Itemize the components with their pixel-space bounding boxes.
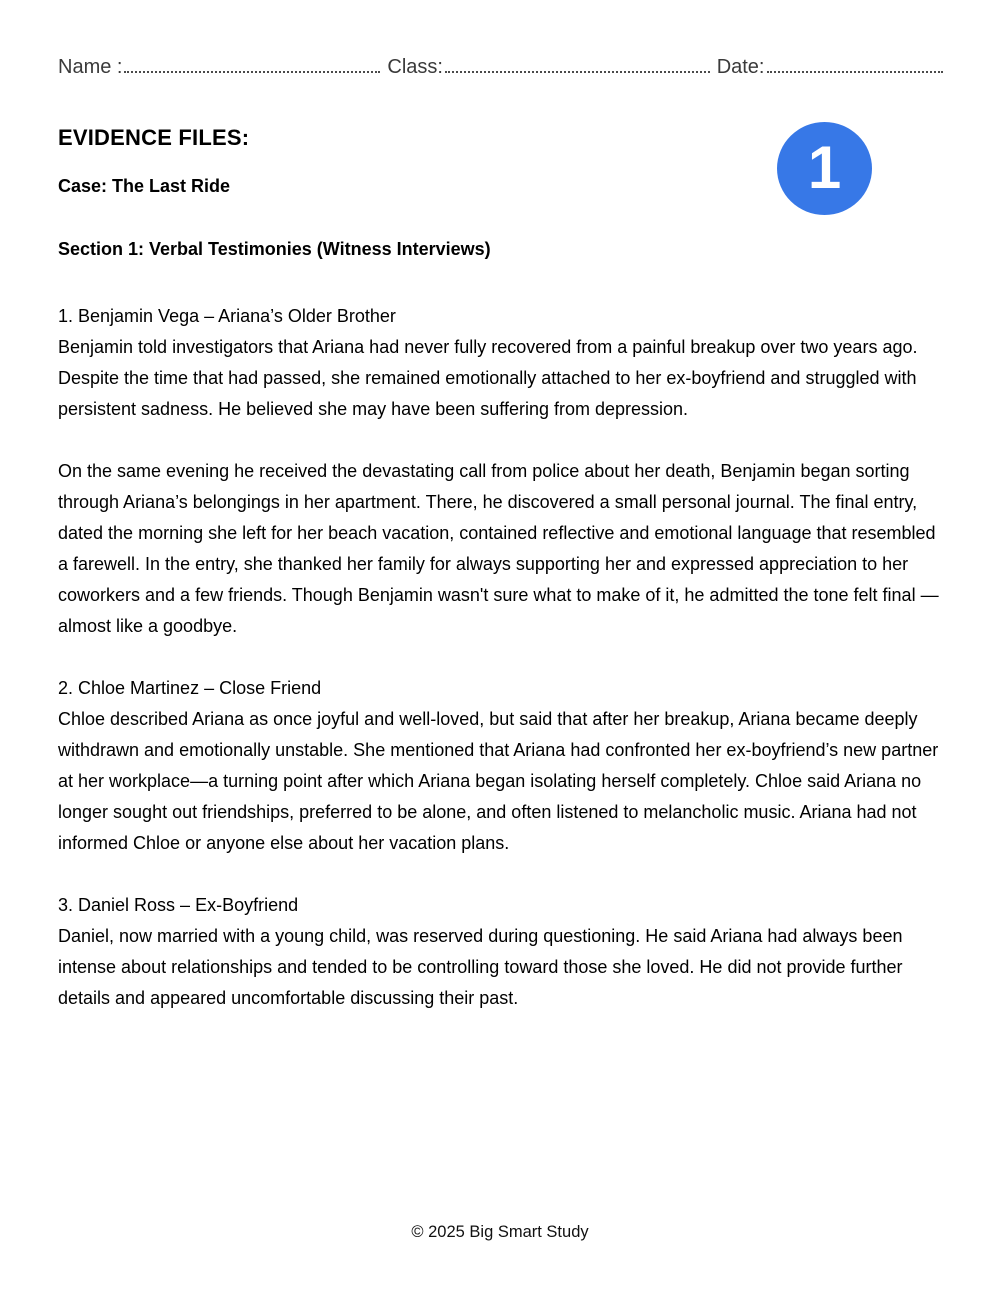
case-title: Case: The Last Ride [58,176,231,196]
testimony-heading: 3. Daniel Ross – Ex-Boyfriend [58,895,299,915]
testimony-paragraph: On the same evening he received the devastating call from police about her death, Benjamin began sorting through Ariana’s belongings in her apartment. There, he discovered a small personal journal. The final entry, dated the morning she left for her beach vacation, contained reflective and emotional language that resembled a farewell. In the entry, she thanked her family for always supporting her and expressed appreciation to her coworkers and a few friends. Though Benjamin wasn't sure what to make of it, he admitted the tone felt final —almost like a goodbye. [58,461,939,636]
class-fill-line [445,70,710,73]
date-fill-line [767,70,943,73]
testimony-paragraph: Benjamin told investigators that Ariana had never fully recovered from a painful breakup over two years ago. Despite the time that had passed, she remained emotionally attached to her ex-boyfriend and struggled with persistent sadness. He believed she may have been suffering from depression. [58,337,918,419]
copyright-footer: © 2025 Big Smart Study [411,1223,589,1241]
testimony-daniel-ross [58,890,943,1014]
name-fill-line [124,70,380,73]
section-heading: Section 1: Verbal Testimonies (Witness Interviews) [58,239,491,259]
date-label: Date: [716,56,765,78]
testimonies-content [58,301,943,1014]
title-block [58,125,943,201]
testimony-chloe-martinez [58,673,943,859]
testimony-benjamin-vega [58,301,943,642]
testimony-heading: 2. Chloe Martinez – Close Friend [58,678,322,698]
testimony-paragraph: Daniel, now married with a young child, was reserved during questioning. He said Ariana had always been intense about relationships and tended to be controlling toward those she loved. He did not provide further details and appeared uncomfortable discussing their past. [58,926,903,1008]
page-number-badge: 1 [777,122,872,215]
student-info-line [58,56,943,79]
document-title: EVIDENCE FILES: [58,125,250,150]
testimony-heading: 1. Benjamin Vega – Ariana’s Older Brother [58,306,396,326]
name-label: Name : [58,56,123,78]
class-label: Class: [387,56,443,78]
testimony-paragraph: Chloe described Ariana as once joyful and well-loved, but said that after her breakup, Ariana became deeply withdrawn and emotionally unstable. She mentioned that Ariana had confronted her ex-boyfriend’s new partner at her workplace—a turning point after which Ariana began isolating herself completely. Chloe said Ariana no longer sought out friendships, preferred to be alone, and often listened to melancholic music. Ariana had not informed Chloe or anyone else about her vacation plans. [58,709,939,853]
